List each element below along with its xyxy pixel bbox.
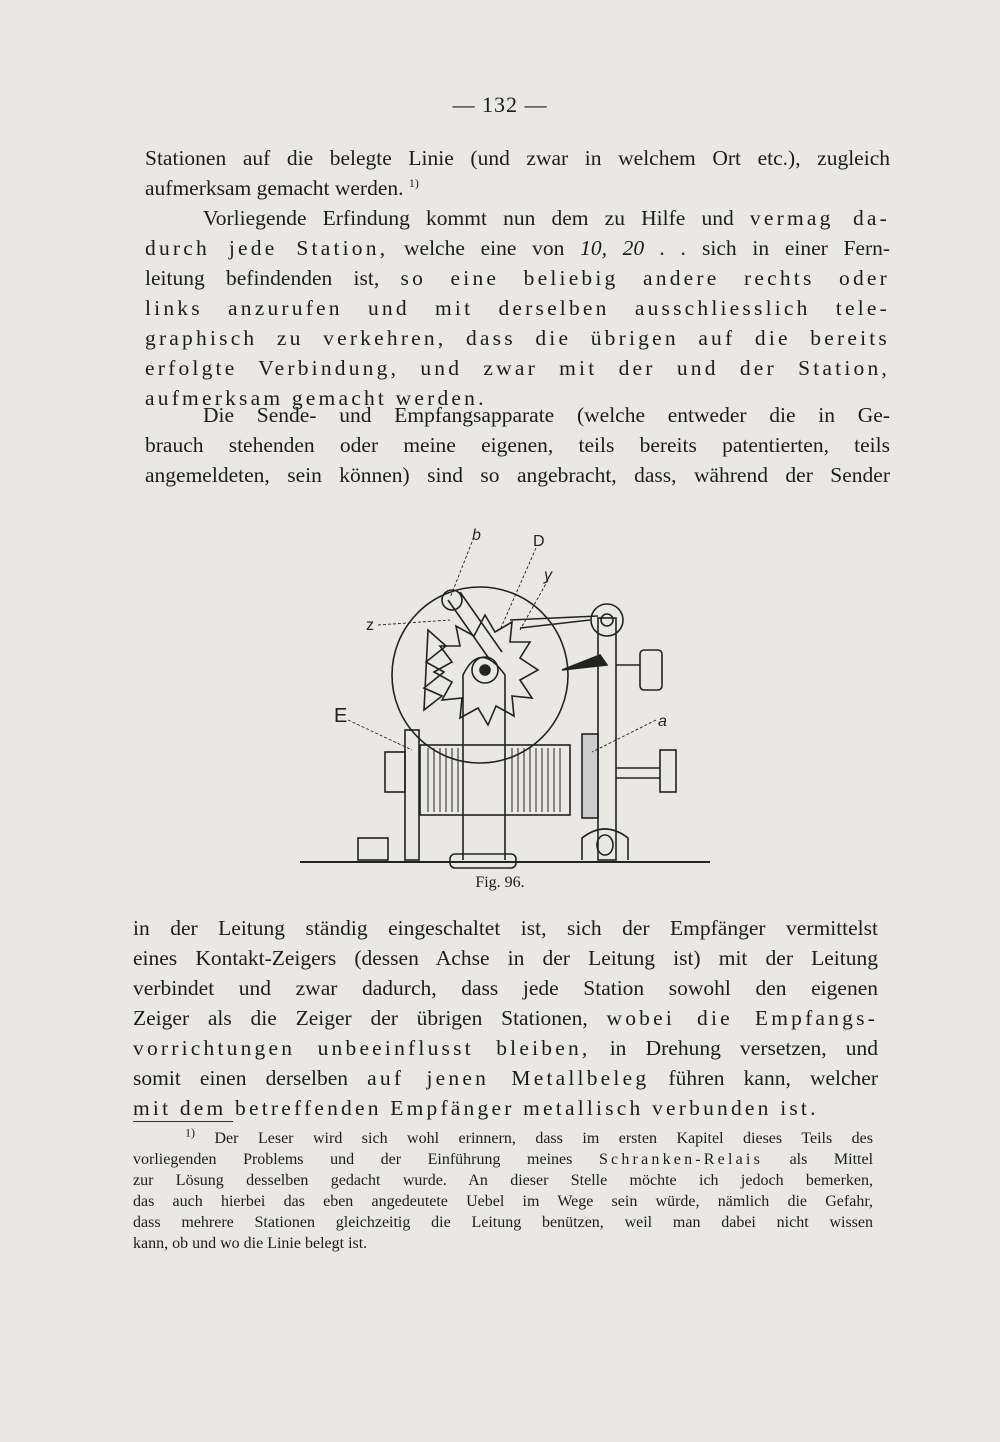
right-column — [598, 618, 616, 860]
footnote-line: dass mehrere Stationen gleichzeitig die Leitung benützen, weil man dabei nicht wissen — [133, 1214, 873, 1231]
label-E: E — [334, 705, 348, 727]
text-line: Vorliegende Erfindung kommt nun dem zu Hilfe und vermag da- — [203, 206, 891, 230]
text-line: angemeldeten, sein können) sind so angebracht, dass, während der Sender — [145, 463, 890, 487]
footnote-rule — [133, 1121, 233, 1122]
text-line: mit dem betreffenden Empfänger metallisch verbunden ist. — [133, 1096, 819, 1120]
footnote-line: vorliegenden Problems und der Einführung meines Schranken-Relais als Mittel — [133, 1151, 874, 1168]
text-line: vorrichtungen unbeeinflusst bleiben, in Drehung versetzen, und — [133, 1036, 879, 1060]
paragraph-2 — [145, 203, 890, 413]
footnote-mark: 1) — [185, 1125, 195, 1140]
footnote-line: das auch hierbei das eben angedeutete Uebel im Wege sein würde, nämlich die Gefahr, — [133, 1193, 873, 1210]
label-D: D — [533, 533, 545, 550]
screw-block — [660, 750, 676, 792]
paragraph-4 — [133, 913, 878, 1123]
label-a: a — [658, 713, 667, 730]
left-frame — [405, 730, 419, 860]
text-line: in der Leitung ständig eingeschaltet ist, sich der Empfänger vermittelst — [133, 916, 878, 940]
base-block — [358, 838, 388, 860]
top-knob-hole — [601, 614, 613, 626]
text-line: Stationen auf die belegte Linie (und zwar in welchem Ort etc.), zugleich — [145, 146, 890, 170]
paragraph-3 — [145, 400, 890, 490]
text-line: erfolgte Verbindung, und zwar mit der und der Station, — [145, 356, 890, 380]
figure-caption: Fig. 96. — [475, 874, 525, 891]
text-line: brauch stehenden oder meine eigenen, teils bereits patentierten, teils — [145, 433, 890, 457]
paragraph-1 — [145, 143, 890, 203]
text-line: aufmerksam gemacht werden. — [145, 386, 487, 410]
footnote-line: $^{1)}$ Der Leser wird sich wohl erinnern, dass im ersten Kapitel dieses Teils des — [185, 1125, 874, 1147]
text-line: leitung befindenden ist, so eine beliebig andere rechts oder — [145, 266, 890, 290]
footnote-line: kann, ob und wo die Linie belegt ist. — [133, 1235, 368, 1252]
pointer-arm — [562, 655, 607, 670]
text-line: eines Kontakt-Zeigers (dessen Achse in der Leitung ist) mit der Leitung — [133, 946, 878, 970]
footnote-line: zur Lösung desselben gedacht wurde. An dieser Stelle möchte ich jedoch bemerken, — [133, 1172, 873, 1189]
label-b: b — [472, 527, 481, 544]
text-line: graphisch zu verkehren, dass die übrigen auf die bereits — [145, 326, 890, 350]
page-number: — 132 — — [452, 92, 548, 117]
text-line: links anzurufen und mit derselben ausschliesslich tele- — [145, 296, 890, 320]
right-handle — [640, 650, 662, 690]
text-line: Zeiger als die Zeiger der übrigen Stationen, wobei die Empfangs- — [133, 1006, 878, 1030]
right-plate — [582, 734, 598, 818]
top-knob — [591, 604, 623, 636]
text-line: verbindet und zwar dadurch, dass jede Station sowohl den eigenen — [133, 976, 878, 1000]
text-line: durch jede Station, welche eine von 10, 20 . . sich in einer Fern- — [145, 236, 891, 260]
label-z: z — [366, 617, 374, 634]
pedestal-hole — [597, 835, 613, 855]
figure-96-apparatus-drawing — [300, 520, 720, 880]
screw-rod — [616, 768, 660, 778]
leader-lines — [348, 542, 656, 752]
left-bracket — [385, 752, 405, 792]
axle-center — [480, 665, 490, 675]
text-line: Die Sende- und Empfangsapparate (welche entweder die in Ge- — [203, 403, 890, 427]
label-y: y — [544, 567, 552, 584]
footnote-marker: 1) — [408, 175, 419, 190]
center-post — [463, 658, 505, 861]
text-line: somit einen derselben auf jenen Metallbeleg führen kann, welcher — [133, 1066, 878, 1090]
footnote — [133, 1125, 874, 1254]
text-line: aufmerksam gemacht werden. $^{1)}$ — [145, 175, 419, 200]
